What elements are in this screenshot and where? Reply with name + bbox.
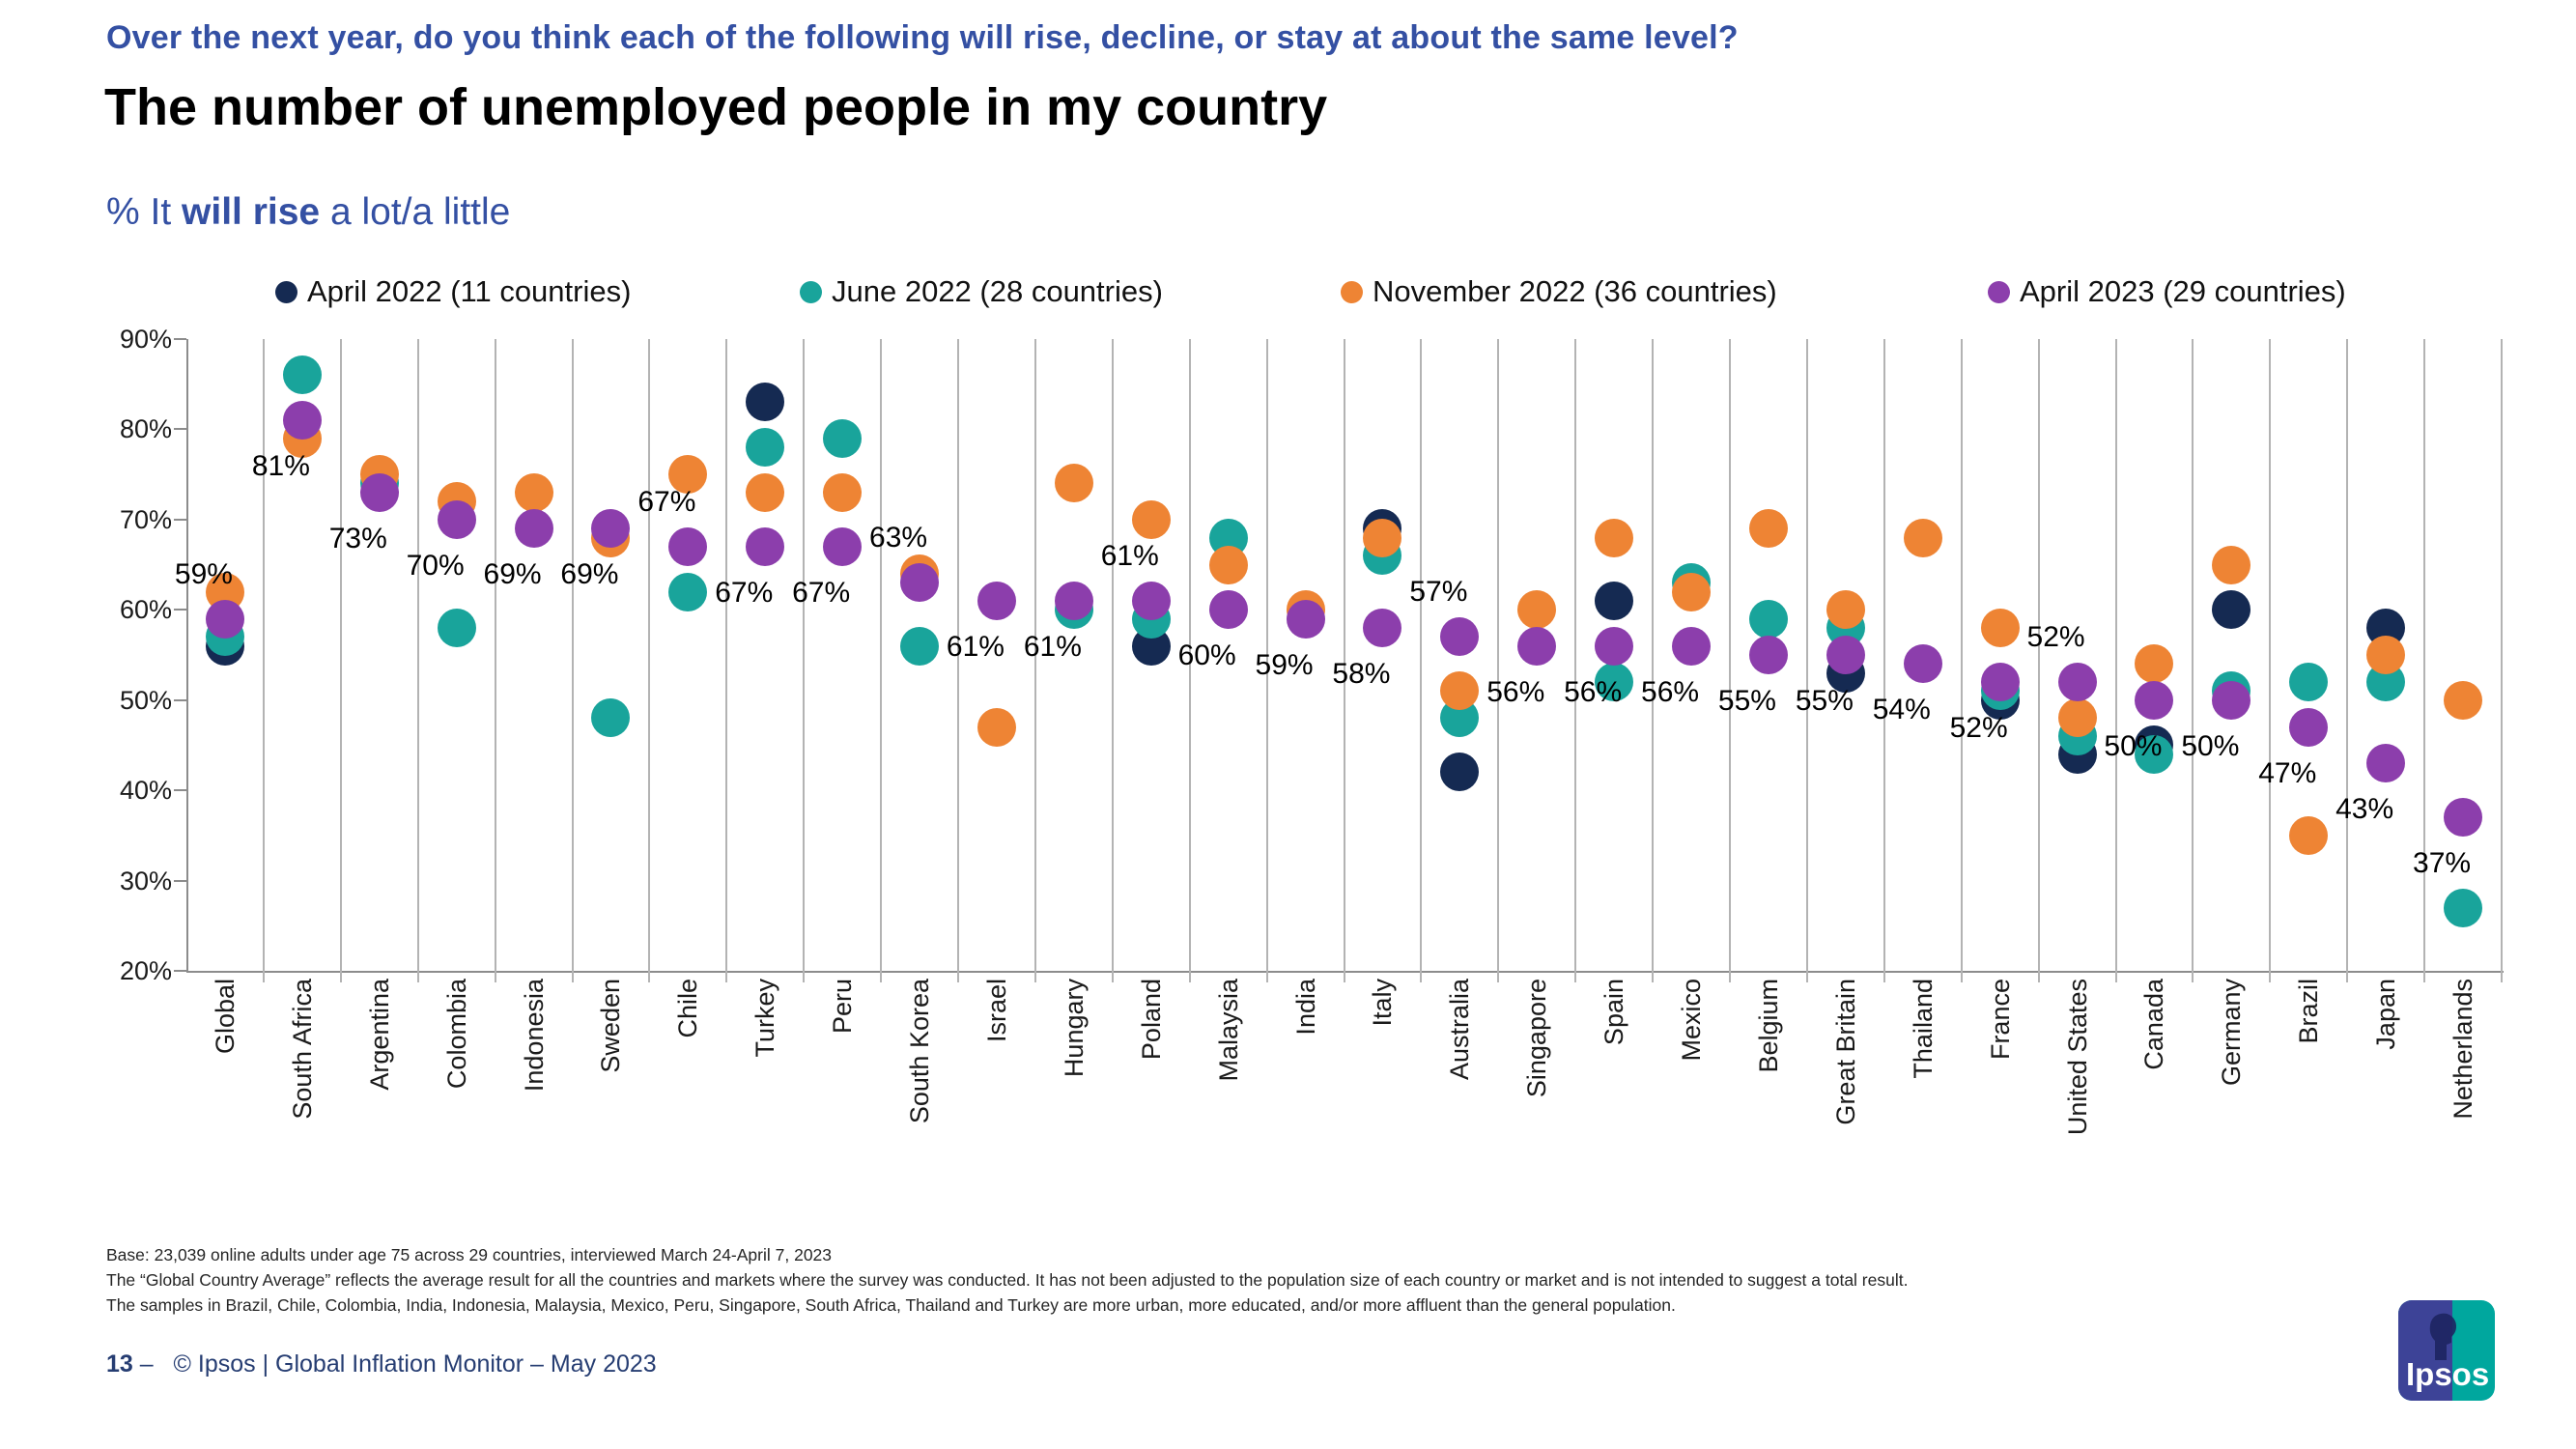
x-axis-label: Hungary: [1059, 979, 1089, 1078]
data-point-nov22: [2135, 644, 2173, 683]
data-point-nov22: [1981, 609, 2020, 647]
value-label: 69%: [560, 558, 619, 591]
x-axis-label: Japan: [2371, 979, 2401, 1050]
x-axis-label: Malaysia: [1213, 979, 1243, 1082]
value-label: 47%: [2258, 756, 2317, 789]
x-axis-label: Brazil: [2294, 979, 2324, 1044]
survey-question: Over the next year, do you think each of the following will rise, decline, or stay at about the same level?: [106, 19, 1739, 56]
x-axis-label: India: [1290, 979, 1320, 1036]
value-label: 56%: [1486, 675, 1545, 708]
data-point-apr23: [2212, 681, 2250, 720]
data-point-apr23: [2289, 708, 2328, 747]
data-point-apr23: [1209, 590, 1248, 629]
data-point-apr23: [900, 563, 939, 602]
data-point-nov22: [1132, 500, 1171, 539]
data-point-nov22: [1595, 519, 1633, 557]
data-point-apr23: [1287, 600, 1325, 639]
column-gridline: [340, 339, 342, 982]
data-point-nov22: [1826, 590, 1865, 629]
column-gridline: [417, 339, 419, 982]
column-gridline: [1112, 339, 1114, 982]
data-point-jun22: [2444, 889, 2482, 927]
data-point-apr23: [668, 527, 707, 566]
x-axis-label: Canada: [2139, 979, 2169, 1070]
y-axis-tick-label: 80%: [119, 414, 172, 444]
column-gridline: [1574, 339, 1576, 982]
y-axis-tick: [174, 970, 186, 972]
y-axis-tick: [174, 428, 186, 430]
footnote-line: Base: 23,039 online adults under age 75 across 29 countries, interviewed March 24-April 7, 2023: [106, 1245, 833, 1264]
column-gridline: [495, 339, 496, 982]
column-gridline: [725, 339, 727, 982]
x-axis-label: Chile: [673, 979, 703, 1038]
column-gridline: [648, 339, 650, 982]
data-point-apr22: [1595, 582, 1633, 620]
x-axis-label: Colombia: [441, 979, 471, 1090]
footnote-line: The “Global Country Average” reflects the average result for all the countries and markets where the survey was conducted. It has not been adjusted to the population size of each country or market and is not intended to suggest a total result.: [106, 1270, 1909, 1290]
data-point-apr23: [1055, 582, 1093, 620]
column-gridline: [263, 339, 265, 982]
data-point-nov22: [1517, 590, 1556, 629]
value-label: 37%: [2413, 847, 2472, 880]
data-point-apr23: [1440, 617, 1479, 656]
footer-dash: –: [139, 1350, 154, 1378]
value-label: 61%: [946, 630, 1005, 663]
value-label: 61%: [1100, 539, 1159, 572]
y-axis-tick-label: 20%: [119, 956, 172, 985]
data-point-nov22: [1209, 546, 1248, 584]
page-footer: [106, 1350, 657, 1378]
data-point-apr22: [2212, 590, 2250, 629]
value-label: 52%: [1949, 712, 2008, 745]
data-point-apr23: [1517, 627, 1556, 666]
column-gridline: [1806, 339, 1808, 982]
ipsos-logo: [2398, 1300, 2495, 1401]
data-point-apr22: [746, 383, 784, 421]
column-gridline: [803, 339, 805, 982]
data-point-apr23: [1904, 644, 1942, 683]
column-gridline: [572, 339, 574, 982]
data-point-apr23: [1132, 582, 1171, 620]
data-point-nov22: [2058, 698, 2097, 737]
y-axis-tick: [174, 789, 186, 791]
column-gridline: [1420, 339, 1422, 982]
data-point-nov22: [1363, 519, 1401, 557]
data-point-nov22: [1055, 464, 1093, 502]
value-label: 63%: [869, 522, 928, 554]
x-axis-label: Argentina: [364, 979, 394, 1091]
ipsos-wordmark: Ipsos: [2406, 1356, 2490, 1392]
value-label: 81%: [251, 450, 310, 483]
data-point-apr22: [1440, 753, 1479, 791]
y-axis-tick-label: 90%: [119, 325, 172, 354]
data-point-apr23: [977, 582, 1016, 620]
data-point-jun22: [438, 609, 476, 647]
footnotes: [106, 1242, 1908, 1318]
x-axis-label: France: [1985, 979, 2015, 1061]
data-point-jun22: [900, 627, 939, 666]
legend-label: June 2022 (28 countries): [832, 274, 1163, 308]
page-number: 13: [106, 1350, 133, 1378]
x-axis-label: Great Britain: [1830, 979, 1860, 1125]
ipsos-head-icon: [2427, 1312, 2460, 1362]
value-label: 69%: [483, 558, 542, 591]
data-point-nov22: [1672, 573, 1711, 611]
column-gridline: [2269, 339, 2271, 982]
y-axis-tick-label: 60%: [119, 595, 172, 625]
data-point-apr23: [1749, 636, 1788, 674]
data-point-nov22: [823, 473, 862, 512]
value-label: 50%: [2104, 729, 2163, 762]
data-point-apr23: [283, 401, 322, 440]
x-axis-label: Thailand: [1908, 979, 1938, 1079]
y-axis-tick: [174, 519, 186, 521]
y-axis-tick: [174, 880, 186, 882]
subtitle-bold: will rise: [182, 191, 321, 233]
data-point-jun22: [823, 419, 862, 458]
x-axis-label: Sweden: [596, 979, 626, 1073]
data-point-nov22: [2289, 816, 2328, 855]
data-point-jun22: [1749, 600, 1788, 639]
data-point-apr23: [2135, 681, 2173, 720]
column-gridline: [2346, 339, 2348, 982]
data-point-apr23: [206, 600, 244, 639]
column-gridline: [1961, 339, 1963, 982]
data-point-apr23: [1672, 627, 1711, 666]
y-axis-tick: [174, 338, 186, 340]
footer-text: © Ipsos | Global Inflation Monitor – May 2023: [173, 1350, 657, 1378]
data-point-jun22: [283, 355, 322, 394]
column-gridline: [2115, 339, 2117, 982]
column-gridline: [1883, 339, 1885, 982]
x-axis-label: South Korea: [905, 979, 935, 1124]
value-label: 55%: [1717, 685, 1776, 717]
column-gridline: [2501, 339, 2503, 982]
x-axis-label: Indonesia: [519, 979, 549, 1093]
value-label: 70%: [406, 549, 465, 582]
value-label: 58%: [1332, 657, 1391, 690]
value-label: 67%: [792, 576, 851, 609]
y-axis-tick: [174, 609, 186, 611]
footnote-line: The samples in Brazil, Chile, Colombia, India, Indonesia, Malaysia, Mexico, Peru, Singapore, South Africa, Thailand and Turkey are more urban, more educated, and/or more affluent than the general population.: [106, 1295, 1676, 1315]
value-label: 50%: [2181, 729, 2240, 762]
y-axis-tick: [174, 699, 186, 701]
data-point-jun22: [668, 573, 707, 611]
data-point-nov22: [746, 473, 784, 512]
x-axis-label: Netherlands: [2449, 979, 2478, 1120]
x-axis-line: [186, 971, 2504, 973]
subtitle-prefix: % It: [106, 191, 183, 233]
x-axis-label: Germany: [2217, 979, 2247, 1087]
data-point-apr23: [438, 500, 476, 539]
data-point-nov22: [977, 708, 1016, 747]
y-axis-tick-label: 40%: [119, 776, 172, 806]
data-point-nov22: [2444, 681, 2482, 720]
column-gridline: [2192, 339, 2194, 982]
x-axis-label: Australia: [1445, 979, 1475, 1081]
x-axis-label: Mexico: [1677, 979, 1707, 1062]
data-point-nov22: [515, 473, 553, 512]
x-axis-label: Turkey: [750, 979, 780, 1058]
x-axis-label: United States: [2062, 979, 2092, 1136]
data-point-apr23: [823, 527, 862, 566]
data-point-apr23: [1981, 663, 2020, 701]
legend-label: November 2022 (36 countries): [1373, 274, 1777, 308]
y-axis-tick-label: 70%: [119, 504, 172, 534]
data-point-jun22: [746, 428, 784, 467]
x-axis-label: Singapore: [1522, 979, 1552, 1098]
x-axis-label: Spain: [1599, 979, 1629, 1046]
subtitle-suffix: a lot/a little: [320, 191, 511, 233]
page-title: The number of unemployed people in my country: [104, 78, 1328, 136]
legend-label: April 2023 (29 countries): [2020, 274, 2346, 308]
value-label: 52%: [2026, 621, 2085, 654]
value-label: 67%: [715, 576, 774, 609]
column-gridline: [880, 339, 882, 982]
x-axis-label: Israel: [981, 979, 1011, 1043]
value-label: 67%: [637, 485, 696, 518]
value-label: 61%: [1023, 630, 1082, 663]
value-label: 59%: [1255, 648, 1314, 681]
y-axis-tick-label: 50%: [119, 685, 172, 715]
x-axis-label: Peru: [828, 979, 858, 1035]
data-point-apr23: [1595, 627, 1633, 666]
x-axis-label: Italy: [1368, 979, 1398, 1027]
value-label: 60%: [1177, 639, 1236, 672]
column-gridline: [2038, 339, 2040, 982]
data-point-nov22: [2366, 636, 2405, 674]
data-point-apr23: [2444, 798, 2482, 837]
x-axis-label: South Africa: [287, 979, 317, 1120]
data-point-apr23: [2058, 663, 2097, 701]
column-gridline: [1497, 339, 1499, 982]
value-label: 56%: [1564, 675, 1623, 708]
data-point-apr23: [2366, 744, 2405, 782]
y-axis-tick-label: 30%: [119, 866, 172, 895]
data-point-nov22: [1904, 519, 1942, 557]
legend-label: April 2022 (11 countries): [307, 274, 632, 308]
value-label: 54%: [1872, 694, 1931, 726]
value-label: 59%: [174, 557, 233, 590]
column-gridline: [1652, 339, 1654, 982]
data-point-nov22: [1749, 509, 1788, 548]
value-label: 56%: [1641, 675, 1700, 708]
value-label: 55%: [1795, 685, 1854, 717]
y-axis-line: [186, 339, 188, 971]
data-point-apr23: [1826, 636, 1865, 674]
data-point-apr23: [515, 509, 553, 548]
value-label: 73%: [328, 522, 387, 554]
data-point-jun22: [2289, 663, 2328, 701]
data-point-nov22: [2212, 546, 2250, 584]
data-point-apr23: [746, 527, 784, 566]
data-point-jun22: [591, 698, 630, 737]
value-label: 57%: [1409, 576, 1468, 609]
x-axis-label: Global: [210, 979, 240, 1055]
value-label: 43%: [2335, 793, 2394, 826]
column-gridline: [1729, 339, 1731, 982]
data-point-apr23: [1363, 609, 1401, 647]
x-axis-label: Belgium: [1753, 979, 1783, 1073]
x-axis-label: Poland: [1136, 979, 1166, 1061]
column-gridline: [2423, 339, 2425, 982]
data-point-apr23: [360, 473, 399, 512]
